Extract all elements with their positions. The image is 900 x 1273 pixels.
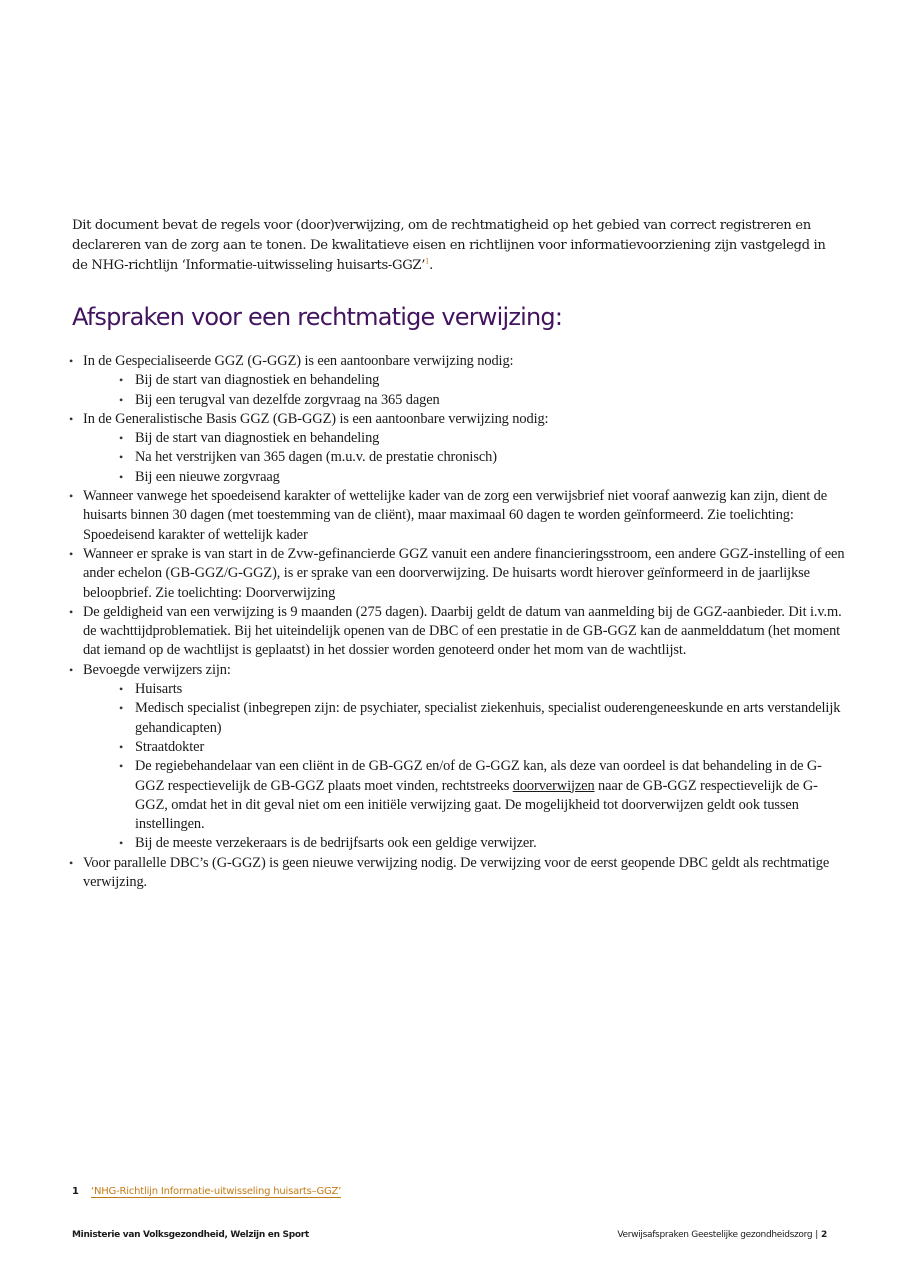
footer-separator: | — [815, 1230, 819, 1240]
rules-list — [60, 352, 845, 892]
list-item — [60, 854, 845, 893]
list-item-text: Wanneer vanwege het spoedeisend karakter of wettelijke kader van de zorg een verwijsbrief niet vooraf aanwezig kan zijn, dient de huisarts binnen 30 dagen (met toestemming van de cliënt), maar maximaal 60 dagen te worden geïnformeerd. Zie toelichting: Spoedeisend karakter of wettelijk kader — [83, 488, 828, 543]
list-item — [60, 661, 845, 854]
bullet-icon: • — [69, 489, 74, 504]
sub-list-item — [111, 834, 845, 853]
bullet-icon: • — [119, 373, 124, 388]
sub-list-item — [111, 391, 845, 410]
bullet-icon: • — [119, 392, 124, 407]
sub-list-item-text: Bij de start van diagnostiek en behandeling — [135, 372, 380, 389]
list-item — [60, 410, 845, 487]
bullet-icon: • — [119, 739, 124, 754]
sub-list-item — [111, 448, 845, 467]
bullet-icon: • — [119, 450, 124, 465]
footnote — [72, 1186, 341, 1197]
footer-document-title: Verwijsafspraken Geestelijke gezondheidszorg — [617, 1230, 813, 1240]
bullet-icon: • — [119, 682, 124, 697]
list-item-text: De geldigheid van een verwijzing is 9 maanden (275 dagen). Daarbij geldt de datum van aanmelding bij de GGZ-aanbieder. Dit i.v.m. de wachttijdproblematiek. Bij het uiteindelijk openen van de DBC of een prestatie in de GB-GGZ kan de aanmelddatum (het moment dat iemand op de wachtlijst is geplaatst) in het dossier worden genoteerd onder het mom van de wachtlijst. — [83, 603, 842, 659]
sub-list-item-text: Straatdokter — [135, 738, 205, 755]
sub-list-item — [111, 699, 845, 738]
list-item-text: In de Generalistische Basis GGZ (GB-GGZ) is een aantoonbare verwijzing nodig: — [83, 410, 549, 427]
sub-list-item — [111, 371, 845, 390]
intro-paragraph — [72, 216, 842, 276]
list-item — [60, 545, 845, 603]
bullet-icon: • — [69, 604, 74, 619]
list-item-text: In de Gespecialiseerde GGZ (G-GGZ) is een aantoonbare verwijzing nodig: — [83, 353, 514, 369]
footer-document-info — [617, 1230, 827, 1240]
footnote-reference[interactable]: 1 — [425, 257, 430, 266]
list-item — [60, 352, 845, 410]
intro-text: Dit document bevat de regels voor (door)verwijzing, om de rechtmatigheid op het gebied van correct registreren en declareren van de zorg aan te tonen. De kwalitatieve eisen en richtlijnen voor informatievoorziening zijn vastgelegd in de NHG-richtlijn ‘Informatie-uitwisseling huisarts-GGZ’ — [72, 218, 826, 273]
sub-list-item-text: Bij de meeste verzekeraars is de bedrijfsarts ook een geldige verwijzer. — [135, 835, 537, 852]
list-item-text: Wanneer er sprake is van start in de Zvw-gefinancierde GGZ vanuit een andere financieringsstroom, een andere GGZ-instelling of een ander echelon (GB-GGZ/G-GGZ), is er sprake van een doorverwijzing. De huisarts wordt hierover geïnformeerd in de jaarlijkse beloopbrief. Zie toelichting: Doorverwijzing — [83, 545, 845, 601]
sub-list-item-text: Bij de start van diagnostiek en behandeling — [135, 430, 380, 447]
bullet-icon: • — [69, 662, 74, 677]
footnote-link[interactable]: ‘NHG-Richtlijn Informatie-uitwisseling huisarts–GGZ’ — [90, 1186, 342, 1197]
sub-list-item — [111, 468, 845, 487]
footer-ministry: Ministerie van Volksgezondheid, Welzijn en Sport — [72, 1230, 309, 1240]
list-item — [60, 603, 845, 661]
page-number: 2 — [821, 1230, 827, 1240]
intro-end: . — [429, 258, 433, 273]
sub-list-item — [111, 757, 845, 834]
regie-text-before: De regiebehandelaar van een cliënt in de GB-GGZ en/of de G-GGZ kan, als deze van oordeel is dat behandeling in de G-GGZ respectievelijk de GB-GGZ plaats moet vinden, rechtstreeks — [135, 758, 822, 794]
bullet-icon: • — [119, 701, 124, 716]
bullet-icon: • — [119, 759, 124, 774]
sub-list-item-text: Bij een terugval van dezelfde zorgvraag na 365 dagen — [135, 391, 440, 408]
sub-list-item-text: Medisch specialist (inbegrepen zijn: de psychiater, specialist ziekenhuis, specialist ouderengeneeskunde en arts verstandelijk gehandicapten) — [135, 700, 841, 736]
sub-list-item — [111, 738, 845, 757]
sub-list-item-text: Bij een nieuwe zorgvraag — [135, 468, 280, 485]
list-item — [60, 487, 845, 545]
footnote-number: 1 — [72, 1186, 79, 1197]
doorverwijzen-link[interactable]: doorverwijzen — [512, 777, 595, 794]
section-heading: Afspraken voor een rechtmatige verwijzing: — [72, 303, 563, 331]
bullet-icon: • — [69, 546, 74, 561]
bullet-icon: • — [119, 431, 124, 446]
sub-list-item-text: Na het verstrijken van 365 dagen (m.u.v. de prestatie chronisch) — [135, 449, 497, 466]
sub-list-item — [111, 680, 845, 699]
sub-list-item — [111, 429, 845, 448]
regie-text-after: naar de GB-GGZ respectievelijk de G-GGZ, omdat het in dit geval niet om een initiële verwijzing gaat. De mogelijkheid tot doorverwijzen geldt ook tussen instellingen. — [135, 777, 818, 833]
bullet-icon: • — [69, 855, 74, 870]
bullet-icon: • — [119, 469, 124, 484]
bullet-icon: • — [119, 836, 124, 851]
list-item-text: Bevoegde verwijzers zijn: — [83, 661, 231, 678]
sub-list-item-text: Huisarts — [135, 681, 183, 698]
list-item-text: Voor parallelle DBC’s (G-GGZ) is geen nieuwe verwijzing nodig. De verwijzing voor de eerst geopende DBC geldt als rechtmatige verwijzing. — [83, 854, 830, 891]
bullet-icon: • — [69, 411, 74, 426]
bullet-icon: • — [69, 354, 74, 368]
